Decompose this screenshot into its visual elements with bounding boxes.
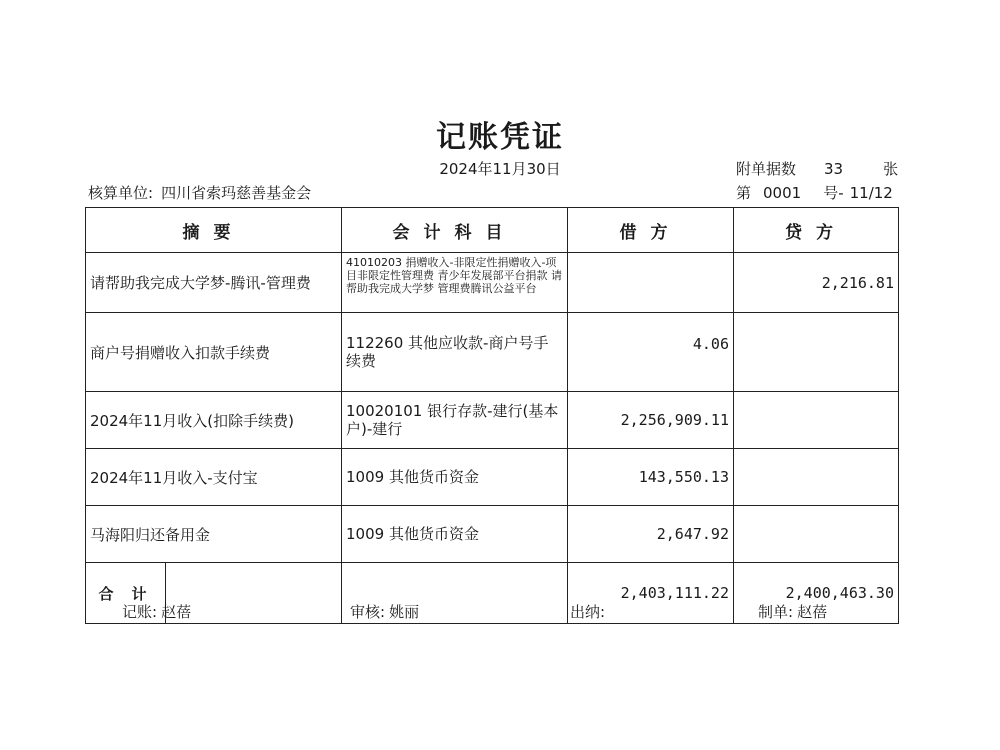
reviewer-name: 姚丽 xyxy=(389,603,420,621)
page-number: 11/12 xyxy=(849,184,893,202)
total-spacer xyxy=(166,563,341,623)
bookkeeper-label: 记账: xyxy=(122,603,158,621)
bookkeeper-signature xyxy=(122,601,191,622)
debit-cell: 2,647.92 xyxy=(568,506,734,563)
summary-cell: 商户号捐赠收入扣款手续费 xyxy=(86,313,342,392)
cashier-label: 出纳: xyxy=(570,603,606,621)
number-value: 0001 xyxy=(763,184,802,202)
table-row xyxy=(86,449,899,506)
attachments-label: 附单据数 xyxy=(736,160,797,178)
summary-cell: 2024年11月收入(扣除手续费) xyxy=(86,392,342,449)
voucher-title: 记账凭证 xyxy=(436,120,564,155)
credit-cell xyxy=(734,313,899,392)
credit-cell: 2,216.81 xyxy=(734,253,899,313)
account-cell: 112260 其他应收款-商户号手续费 xyxy=(342,313,568,392)
header-debit: 借方 xyxy=(568,208,734,253)
accounting-unit xyxy=(88,182,311,203)
preparer-signature xyxy=(758,601,827,622)
account-cell: 10020101 银行存款-建行(基本户)-建行 xyxy=(342,392,568,449)
total-credit: 2,400,463.30 xyxy=(734,563,899,624)
debit-cell: 2,256,909.11 xyxy=(568,392,734,449)
reviewer-label: 审核: xyxy=(350,603,386,621)
number-prefix: 第 xyxy=(736,184,752,202)
header-summary: 摘要 xyxy=(86,208,342,253)
credit-cell xyxy=(734,449,899,506)
account-cell: 41010203 捐赠收入-非限定性捐赠收入-项目非限定性管理费 青少年发展部平台捐款 请帮助我完成大学梦 管理费腾讯公益平台 xyxy=(342,253,568,313)
table-row xyxy=(86,392,899,449)
debit-cell: 143,550.13 xyxy=(568,449,734,506)
voucher-number xyxy=(736,182,893,203)
number-suffix: 号- xyxy=(823,184,844,202)
table-row xyxy=(86,506,899,563)
total-label: 合计 xyxy=(86,563,166,623)
summary-cell: 请帮助我完成大学梦-腾讯-管理费 xyxy=(86,253,342,313)
reviewer-signature xyxy=(350,601,419,622)
header-credit: 贷方 xyxy=(734,208,899,253)
summary-cell: 马海阳归还备用金 xyxy=(86,506,342,563)
total-debit: 2,403,111.22 xyxy=(568,563,734,624)
cashier-signature xyxy=(570,601,609,622)
attachments-unit: 张 xyxy=(883,160,899,178)
attachments-number: 33 xyxy=(824,160,844,178)
debit-cell: 4.06 xyxy=(568,313,734,392)
credit-cell xyxy=(734,506,899,563)
preparer-name: 赵蓓 xyxy=(797,603,828,621)
header-row xyxy=(86,208,899,253)
unit-label: 核算单位: xyxy=(88,184,154,202)
table-row xyxy=(86,253,899,313)
voucher-table xyxy=(85,207,899,624)
unit-name: 四川省索玛慈善基金会 xyxy=(161,184,312,202)
voucher-date: 2024年11月30日 xyxy=(439,160,561,178)
account-cell: 1009 其他货币资金 xyxy=(342,506,568,563)
attachments-count xyxy=(736,158,898,179)
header-account: 会计科目 xyxy=(342,208,568,253)
debit-cell xyxy=(568,253,734,313)
credit-cell xyxy=(734,392,899,449)
preparer-label: 制单: xyxy=(758,603,794,621)
bookkeeper-name: 赵蓓 xyxy=(161,603,192,621)
account-cell: 1009 其他货币资金 xyxy=(342,449,568,506)
summary-cell: 2024年11月收入-支付宝 xyxy=(86,449,342,506)
table-row xyxy=(86,313,899,392)
